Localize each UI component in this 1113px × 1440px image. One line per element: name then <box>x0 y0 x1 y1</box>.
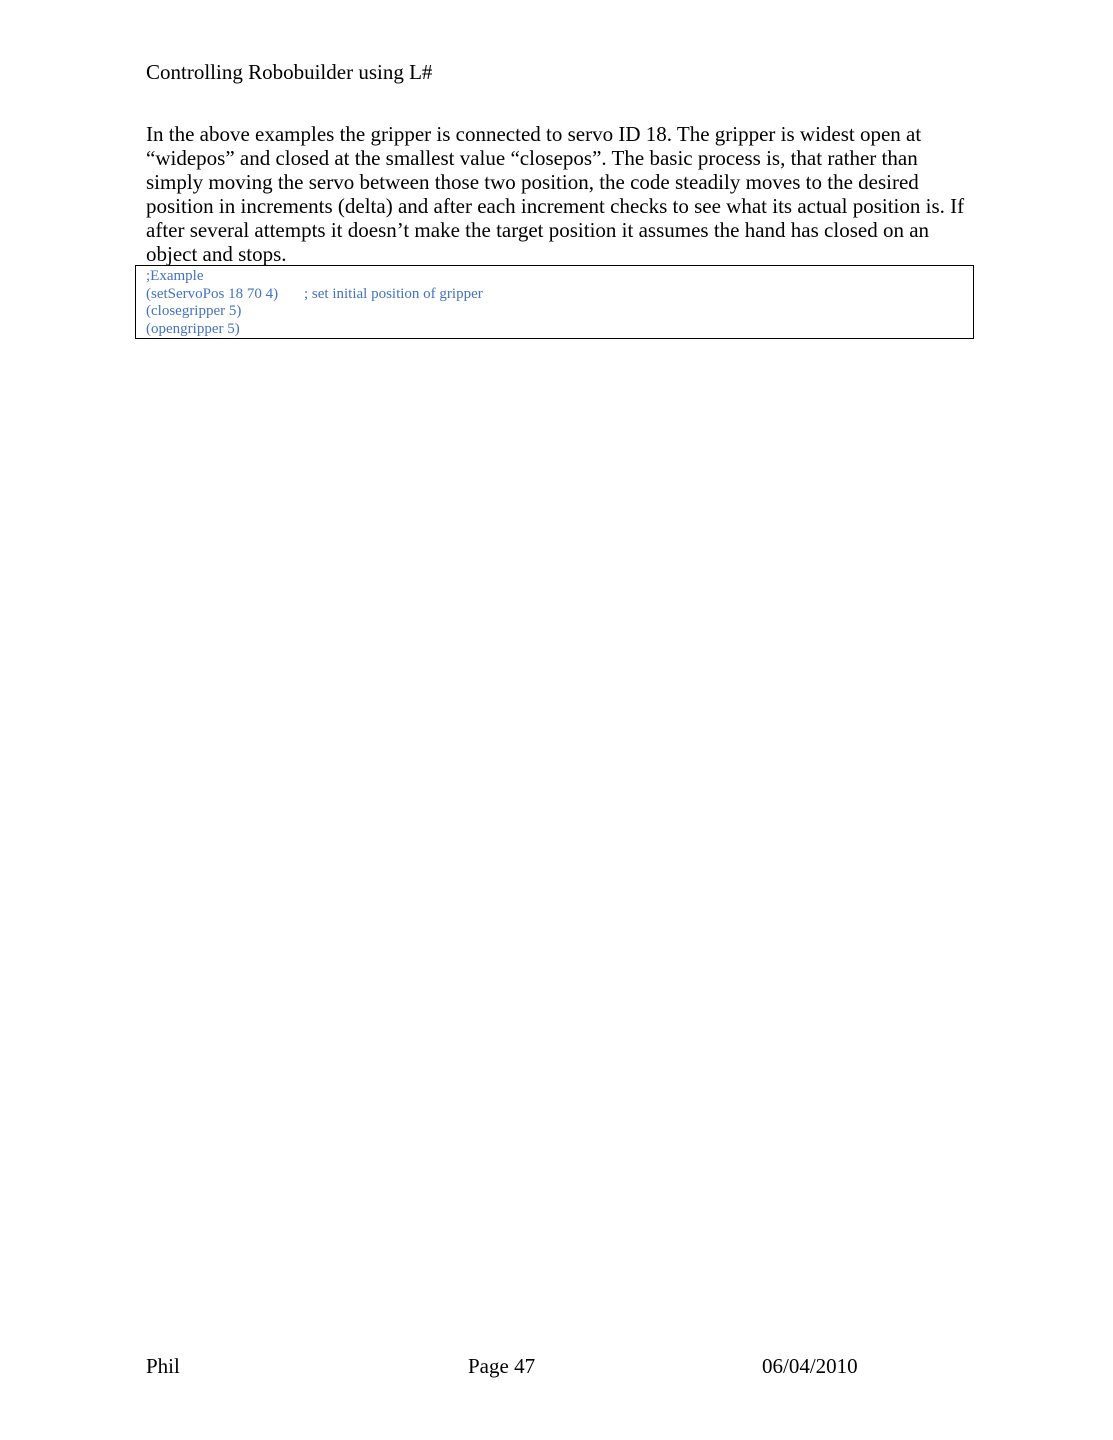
code-line <box>146 268 973 286</box>
code-text: ;Example <box>146 268 204 284</box>
code-text: (setServoPos 18 70 4) <box>146 285 279 302</box>
code-line <box>146 321 973 339</box>
footer-page-number: Page 47 <box>468 1354 536 1378</box>
code-text: (opengripper 5) <box>146 320 240 337</box>
body-paragraph: In the above examples the gripper is connected to servo ID 18. The gripper is widest open at “widepos” and closed at the smallest value “closepos”. The basic process is, that rather than simply moving the servo between those two position, the code steadily moves to the desired position in increments (delta) and after each increment checks to see what its actual position is. If after several attempts it doesn’t make the target position it assumes the hand has closed on an object and stops. <box>146 122 965 266</box>
footer-author: Phil <box>146 1354 180 1378</box>
code-comment: ; set initial position of gripper <box>304 285 483 302</box>
code-text: (closegripper 5) <box>146 303 242 319</box>
footer-date: 06/04/2010 <box>762 1354 858 1378</box>
page-header-title: Controlling Robobuilder using L# <box>146 60 433 84</box>
code-example-box <box>135 265 974 339</box>
code-line <box>146 303 973 321</box>
code-line <box>146 286 973 304</box>
